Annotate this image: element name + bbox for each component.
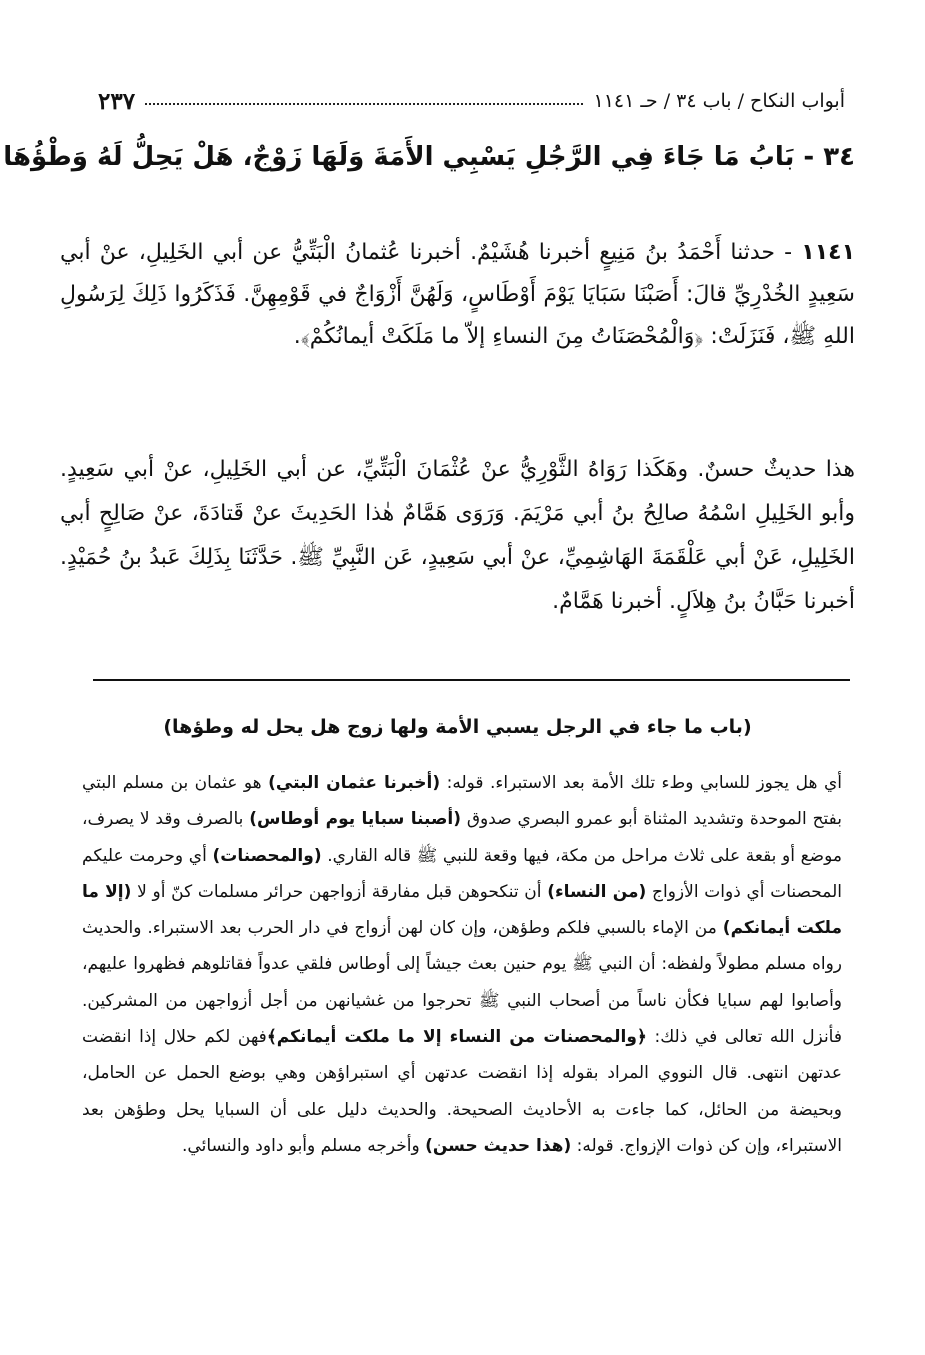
footnote-quoted-phrase: (من النساء) (547, 881, 647, 902)
footnote-text: هو عثمان بن مسلم البتي بفتح الموحدة وتشديد المثناة أبو عمرو البصري صدوق (82, 773, 843, 830)
footnote-text: وأخرجه مسلم وأبو داود والنسائي. (182, 1135, 426, 1156)
commentary-paragraph: هذا حديثٌ حسنٌ. وهَكَذا رَوَاهُ الثَّوْرِيُّ عنْ عُثْمَانَ الْبَتِّيِّ، عن أبي الخَلِيلِ، عنْ أبي سَعِيدٍ. وأبو الخَلِيلِ اسْمُهُ صالِحُ بنُ أبي مَرْيَمَ. وَرَوَى هَمَّامٌ هٰذا الحَدِيثَ عنْ قَتادَةَ، عنْ صَالِحٍ أبي الخَلِيلِ، عَنْ أبي عَلْقَمَةَ الهَاشِمِيِّ، عنْ أبي سَعِيدٍ، عَن النَّبِيِّ ﷺ. حَدَّثَنَا بِذَلِكَ عَبدُ بنُ حُمَيْدٍ. أخبرنا حَبَّانُ بنُ هِلاَلٍ. أخبرنا هَمَّامٌ. (60, 457, 855, 614)
footnote-text: فهن لكم حلال إذا انقضت عدتهن انتهى. قال النووي المراد بقوله إذا انقضت عدتهن أي استبراؤهن وهي بوضع الحمل عن الحامل، وبحيضة من الحائل، كما جاءت به الأحاديث الصحيحة. والحديث دليل على أن السبايا يحل وطؤهن بعد الاستبراء، وإن كن ذوات الإزواج. قوله: (82, 1027, 842, 1156)
footnote-title: (باب ما جاء في الرجل يسبي الأمة ولها زوج هل يحل له وطؤها) (163, 716, 752, 738)
running-header (98, 84, 845, 118)
footnote-quoted-phrase: (إلا ما ملكت أيمانكم) (82, 881, 842, 939)
footnote-quoted-phrase: (هذا حديث حسن) (425, 1135, 572, 1156)
hadith-text: - حدثنا أَحْمَدُ بنُ مَنِيعٍ أخبرنا هُشَيْمٌ. أخبرنا عُثمانُ الْبَتِّيُّ عن أبي الخَلِيلِ، عنْ أبي سَعِيدٍ الخُدْرِيِّ قالَ: أَصَبْنَا سَبَايَا يَوْمَ أَوْطَاسٍ، وَلَهُنَّ أَزْوَاجٌ في قَوْمِهِنَّ. فَذَكَرُوا ذَلِكَ لِرَسُولِ اللهِ ﷺ، فَنَزَلَتْ: ﴿وَالْمُحْصَنَاتُ مِنَ النساءِ إلاّ ما مَلَكَتْ أيمانُكُمْ﴾. (60, 240, 855, 349)
footnote-text: أن تنكحوهن قبل مفارقة أزواجهن حرائر مسلمات كنّ أو لا (131, 881, 548, 902)
footnote-quoted-phrase: (أصبنا سبايا يوم أوطاس) (249, 809, 461, 830)
footnote-body (82, 765, 842, 1164)
hadith-paragraph (60, 232, 855, 358)
hadith-number: ١١٤١ (801, 240, 856, 265)
footnote-quoted-phrase: (والمحصنات) (212, 845, 322, 866)
footnote-quoted-phrase: ﴿والمحصنات من النساء إلا ما ملكت أيمانكم﴾ (266, 1027, 647, 1048)
footnote-text: أي وحرمت عليكم المحصنات أي ذوات الأزواج (82, 845, 842, 902)
footnote-text: من الإماء بالسبي فلكم وطؤهن، وإن كان لهن أزواج في دار الحرب بعد الاستبراء. والحديث رواه مسلم مطولاً ولفظه: أن النبي ﷺ يوم حنين بعث جيشاً إلى أوطاس فلقي عدواً فقاتلوهم فظهروا عليهم، وأصابوا لهم سبايا فكأن ناساً من أصحاب النبي ﷺ تحرجوا من غشيانهن من أجل أزواجهن من المشركين. فأنزل الله تعالى في ذلك: (82, 918, 842, 1048)
footnote-text: بالصرف وقد لا يصرف، موضع أو بقعة على ثلاث مراحل من مكة، فيها وقعة للنبي ﷺ قاله القاري. (82, 809, 842, 866)
footnote-separator (93, 679, 850, 681)
running-title: أبواب النكاح / باب ٣٤ / حـ ١١٤١ (593, 90, 845, 112)
footnote-text: أي هل يجوز للسابي وطء تلك الأمة بعد الاستبراء. قوله: (440, 773, 842, 793)
chapter-heading: ٣٤ - بَابُ مَا جَاءَ فِي الرَّجُلِ يَسْبِي الأَمَةَ وَلَهَا زَوْجٌ، هَلْ يَحِلُّ لَهُ وَطْؤُهَا (3, 142, 855, 172)
footnote-quoted-phrase: (أخبرنا عثمان البتي) (268, 773, 441, 793)
page-number: ٢٣٧ (98, 87, 136, 115)
header-dotted-leader (145, 103, 583, 105)
